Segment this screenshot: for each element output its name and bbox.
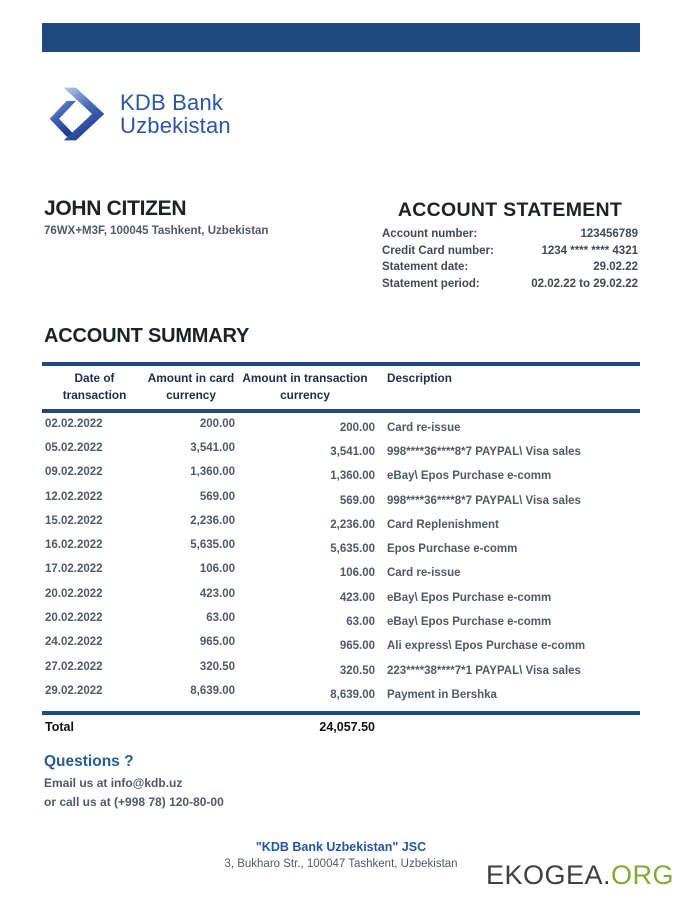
transaction-amount-card-currency: 569.00 <box>199 490 235 503</box>
watermark-green-part: ORG <box>610 860 674 890</box>
questions-phone-line: or call us at (+998 78) 120-80-00 <box>44 795 224 809</box>
transaction-amount-transaction-currency: 106.00 <box>339 567 375 580</box>
transaction-date: 09.02.2022 <box>45 466 103 479</box>
transaction-amount-transaction-currency: 200.00 <box>339 421 375 434</box>
transaction-amount-card-currency: 423.00 <box>199 587 235 600</box>
account-summary-title: ACCOUNT SUMMARY <box>44 325 250 347</box>
field-label: Statement period: <box>382 277 480 290</box>
transaction-amount-card-currency: 8,639.00 <box>190 684 235 697</box>
table-header-row <box>42 366 640 409</box>
footer-company-address: 3, Bukharo Str., 100047 Tashkent, Uzbekistan <box>224 858 458 870</box>
kdb-logo-icon <box>44 82 108 146</box>
logo-line1: KDB Bank <box>120 89 224 115</box>
transaction-description: 223****38****7*1 PAYPAL\ Visa sales <box>387 664 581 677</box>
total-spacer-desc <box>375 720 640 734</box>
transaction-row <box>42 440 640 464</box>
kdb-bank-logo <box>44 82 231 146</box>
transaction-amount-transaction-currency: 8,639.00 <box>330 688 375 701</box>
transaction-amount-transaction-currency: 1,360.00 <box>330 470 375 483</box>
field-value: 1234 **** **** 4321 <box>541 244 638 257</box>
transaction-row <box>42 586 640 610</box>
transaction-amount-card-currency: 2,236.00 <box>190 514 235 527</box>
transaction-date: 15.02.2022 <box>45 514 103 527</box>
transaction-description: Card Replenishment <box>387 518 499 531</box>
customer-name: JOHN CITIZEN <box>44 197 187 220</box>
kdb-logo-wordmark <box>120 91 231 138</box>
transaction-date: 02.02.2022 <box>45 417 103 430</box>
questions-block <box>44 753 224 809</box>
transaction-row <box>42 659 640 683</box>
transaction-row <box>42 416 640 440</box>
transaction-amount-transaction-currency: 63.00 <box>346 616 375 629</box>
transaction-amount-card-currency: 5,635.00 <box>190 539 235 552</box>
transaction-row <box>42 561 640 585</box>
transaction-row <box>42 489 640 513</box>
transaction-row <box>42 683 640 707</box>
transaction-amount-transaction-currency: 569.00 <box>339 494 375 507</box>
transaction-amount-card-currency: 1,360.00 <box>190 466 235 479</box>
field-value: 123456789 <box>580 228 638 240</box>
column-header-card-amount: Amount in card currency <box>147 371 235 403</box>
top-accent-bar <box>42 23 640 52</box>
statement-title: ACCOUNT STATEMENT <box>397 199 623 221</box>
total-row <box>42 715 640 739</box>
field-label: Credit Card number: <box>382 244 494 257</box>
footer-company-name: "KDB Bank Uzbekistan" JSC <box>255 840 427 854</box>
customer-block <box>44 197 268 237</box>
transactions-body <box>42 413 640 712</box>
transaction-date: 20.02.2022 <box>45 612 103 625</box>
transaction-description: eBay\ Epos Purchase e-comm <box>387 616 552 629</box>
transactions-table <box>42 362 640 739</box>
transaction-amount-transaction-currency: 320.50 <box>339 664 375 677</box>
statement-field-statement-date <box>382 261 638 273</box>
transaction-date: 20.02.2022 <box>45 587 103 600</box>
transaction-description: Card re-issue <box>387 421 461 434</box>
transaction-amount-card-currency: 965.00 <box>199 636 235 649</box>
transaction-date: 16.02.2022 <box>45 539 103 552</box>
field-value: 29.02.22 <box>593 261 638 273</box>
field-label: Account number: <box>382 228 478 240</box>
transaction-amount-card-currency: 106.00 <box>199 563 235 576</box>
transaction-amount-card-currency: 320.50 <box>199 660 235 673</box>
statement-field-card-number <box>382 245 638 257</box>
transaction-row <box>42 610 640 634</box>
transaction-description: Card re-issue <box>387 567 461 580</box>
column-header-transaction-amount: Amount in transaction currency <box>242 371 368 403</box>
total-label: Total <box>45 719 74 734</box>
transaction-date: 05.02.2022 <box>45 441 103 454</box>
transaction-description: Payment in Bershka <box>387 688 497 701</box>
transaction-amount-transaction-currency: 2,236.00 <box>330 518 375 531</box>
column-header-date: Date of transaction <box>62 371 127 403</box>
transaction-row <box>42 464 640 488</box>
transaction-amount-transaction-currency: 5,635.00 <box>330 543 375 556</box>
statement-field-account-number <box>382 228 638 240</box>
field-label: Statement date: <box>382 261 469 273</box>
total-spacer <box>147 720 235 734</box>
transaction-description: eBay\ Epos Purchase e-comm <box>387 470 552 483</box>
transaction-date: 24.02.2022 <box>45 636 103 649</box>
transaction-date: 29.02.2022 <box>45 684 103 697</box>
column-header-description: Description <box>387 371 452 385</box>
transaction-amount-card-currency: 3,541.00 <box>190 441 235 454</box>
watermark-dark-part: EKOGEA. <box>485 860 611 890</box>
transaction-amount-transaction-currency: 3,541.00 <box>330 445 375 458</box>
transaction-date: 12.02.2022 <box>45 490 103 503</box>
customer-address: 76WX+M3F, 100045 Tashkent, Uzbekistan <box>44 225 269 237</box>
statement-field-statement-period <box>382 278 638 290</box>
transaction-description: 998****36****8*7 PAYPAL\ Visa sales <box>387 494 581 507</box>
questions-title: Questions ? <box>44 753 134 770</box>
transaction-description: 998****36****8*7 PAYPAL\ Visa sales <box>387 445 581 458</box>
transaction-description: eBay\ Epos Purchase e-comm <box>387 591 552 604</box>
ekogea-watermark <box>486 860 674 891</box>
statement-fields <box>382 228 638 290</box>
transaction-amount-transaction-currency: 965.00 <box>339 640 375 653</box>
total-value: 24,057.50 <box>319 719 375 734</box>
statement-info-block <box>382 199 638 290</box>
transaction-row <box>42 513 640 537</box>
transaction-amount-card-currency: 63.00 <box>206 612 235 625</box>
transaction-row <box>42 634 640 658</box>
transaction-amount-card-currency: 200.00 <box>199 417 235 430</box>
transaction-description: Ali express\ Epos Purchase e-comm <box>387 640 586 653</box>
transaction-description: Epos Purchase e-comm <box>387 543 518 556</box>
questions-email-line: Email us at info@kdb.uz <box>44 776 183 790</box>
transaction-amount-transaction-currency: 423.00 <box>339 591 375 604</box>
transaction-date: 17.02.2022 <box>45 563 103 576</box>
transaction-date: 27.02.2022 <box>45 660 103 673</box>
logo-line2: Uzbekistan <box>120 113 231 138</box>
field-value: 02.02.22 to 29.02.22 <box>531 277 638 290</box>
transaction-row <box>42 537 640 561</box>
